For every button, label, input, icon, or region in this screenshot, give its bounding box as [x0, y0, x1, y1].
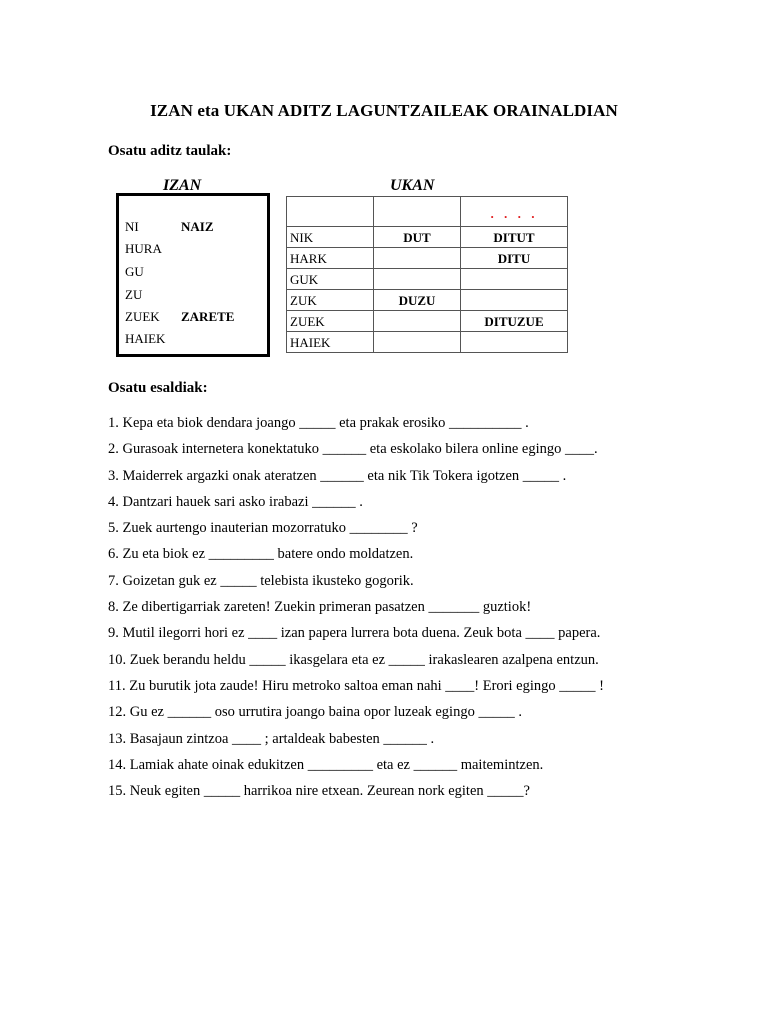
- ukan-row: [287, 332, 568, 353]
- izan-pronoun: HAIEK: [125, 331, 166, 346]
- izan-pronoun: HURA: [125, 241, 162, 256]
- izan-table-heading: IZAN: [163, 177, 202, 194]
- ukan-pronoun-cell: ZUK: [287, 290, 374, 311]
- ukan-verb-cell: DITUT: [461, 227, 568, 248]
- izan-table: [116, 193, 270, 357]
- ukan-row: [287, 227, 568, 248]
- ukan-row: [287, 248, 568, 269]
- sentence-item: 10. Zuek berandu heldu _____ ikasgelara eta ez _____ irakaslearen azalpena entzun.: [108, 651, 599, 668]
- sentence-item: 6. Zu eta biok ez _________ batere ondo moldatzen.: [108, 546, 414, 563]
- sentence-item: 5. Zuek aurtengo inauterian mozorratuko ________ ?: [108, 520, 418, 537]
- sentence-item: 12. Gu ez ______ oso urrutira joango baina opor luzeak egingo _____ .: [108, 704, 522, 721]
- sentence-item: 8. Ze dibertigarriak zareten! Zuekin primeran pasatzen _______ guztiok!: [108, 599, 532, 616]
- sentence-item: 7. Goizetan guk ez _____ telebista ikusteko gogorik.: [108, 572, 414, 589]
- ukan-verb-cell: DUT: [374, 227, 461, 248]
- ukan-table-heading: UKAN: [390, 177, 435, 194]
- sentence-item: 13. Basajaun zintzoa ____ ; artaldeak babesten ______ .: [108, 730, 435, 747]
- ukan-verb-cell: DITU: [461, 248, 568, 269]
- ukan-pronoun-cell: HAIEK: [287, 332, 374, 353]
- ukan-header-cell: [374, 197, 461, 227]
- ukan-row: [287, 269, 568, 290]
- red-dots-placeholder: · · · ·: [489, 209, 539, 224]
- sentences-section-heading: Osatu esaldiak:: [108, 380, 208, 396]
- sentence-item: 11. Zu burutik jota zaude! Hiru metroko saltoa eman nahi ____! Erori egingo _____ !: [108, 677, 604, 694]
- izan-verb: NAIZ: [181, 219, 214, 234]
- sentence-item: 9. Mutil ilegorri hori ez ____ izan papera lurrera bota duena. Zeuk bota ____ papera.: [108, 625, 601, 642]
- ukan-verb-cell: [461, 290, 568, 311]
- sentence-item: 15. Neuk egiten _____ harrikoa nire etxean. Zeurean nork egiten _____?: [108, 783, 530, 800]
- ukan-verb-cell: [461, 269, 568, 290]
- sentence-item: 1. Kepa eta biok dendara joango _____ eta prakak erosiko __________ .: [108, 415, 529, 431]
- ukan-verb-cell: [374, 248, 461, 269]
- izan-verb: ZARETE: [181, 309, 235, 324]
- ukan-verb-cell: [461, 332, 568, 353]
- izan-pronoun: ZUEK: [125, 309, 160, 324]
- ukan-pronoun-cell: NIK: [287, 227, 374, 248]
- izan-pronoun: ZU: [125, 287, 143, 302]
- ukan-verb-cell: [374, 332, 461, 353]
- sentence-item: 3. Maiderrek argazki onak ateratzen ______ eta nik Tik Tokera igotzen _____ .: [108, 467, 567, 484]
- ukan-verb-cell: DITUZUE: [461, 311, 568, 332]
- page-title: IZAN eta UKAN ADITZ LAGUNTZAILEAK ORAINALDIAN: [150, 101, 618, 120]
- sentence-item: 2. Gurasoak internetera konektatuko ______ eta eskolako bilera online egingo ____.: [108, 441, 598, 458]
- ukan-pronoun-cell: GUK: [287, 269, 374, 290]
- ukan-row: [287, 311, 568, 332]
- ukan-header-cell: [287, 197, 374, 227]
- sentence-item: 14. Lamiak ahate oinak edukitzen _________ eta ez ______ maitemintzen.: [108, 756, 544, 773]
- ukan-row: [287, 290, 568, 311]
- ukan-pronoun-cell: ZUEK: [287, 311, 374, 332]
- ukan-verb-cell: DUZU: [374, 290, 461, 311]
- izan-pronoun: GU: [125, 264, 144, 279]
- table-section-heading: Osatu aditz taulak:: [108, 143, 232, 159]
- sentence-item: 4. Dantzari hauek sari asko irabazi ______ .: [108, 493, 363, 510]
- ukan-verb-cell: [374, 311, 461, 332]
- ukan-table: [286, 196, 568, 353]
- ukan-verb-cell: [374, 269, 461, 290]
- izan-pronoun: NI: [125, 219, 139, 234]
- ukan-header-cell: [461, 197, 568, 227]
- ukan-pronoun-cell: HARK: [287, 248, 374, 269]
- ukan-header-row: [287, 197, 568, 227]
- sentence-list: [108, 410, 728, 804]
